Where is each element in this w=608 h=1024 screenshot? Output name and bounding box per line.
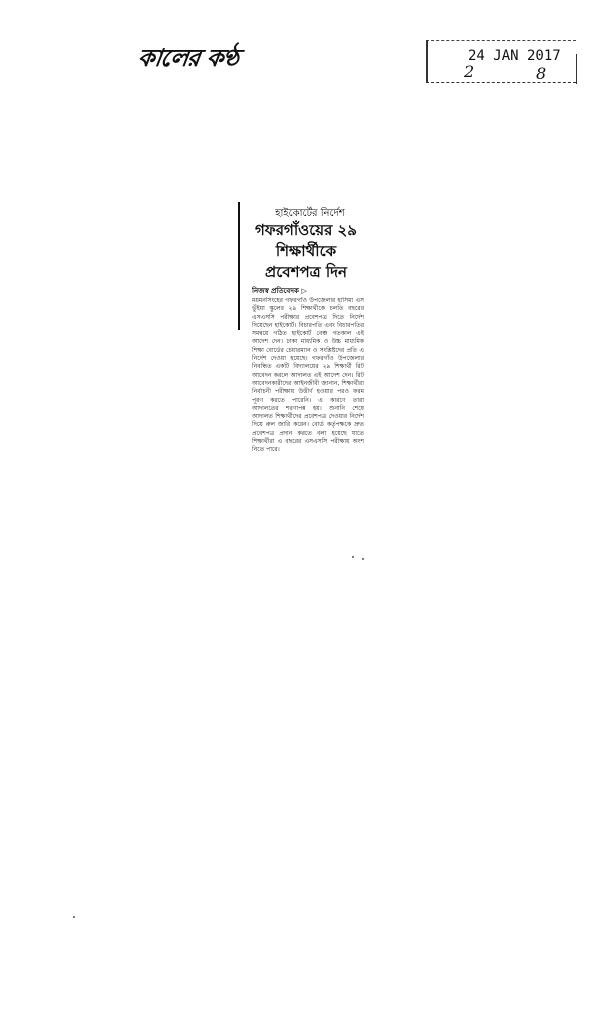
archive-date-stamp: [424, 36, 582, 90]
newspaper-masthead: কালের কণ্ঠ: [135, 43, 241, 72]
article-byline: নিজস্ব প্রতিবেদক ▷: [252, 287, 307, 295]
stamp-handwritten-column: 8: [536, 64, 547, 83]
news-clipping: [238, 200, 370, 530]
scan-speck: [352, 556, 354, 558]
stamp-date: 24 JAN 2017: [468, 48, 561, 64]
scan-speck: [73, 916, 75, 918]
stamp-border-left: [426, 40, 428, 82]
article-kicker: হাইকোর্টের নির্দেশ: [275, 208, 345, 219]
article-headline: গফরগাঁওয়ের ২৯ শিক্ষার্থীকে প্রবেশপত্র দিন: [254, 221, 358, 281]
article-body: ময়মনসিংহের গফরগাঁও উপজেলার হাসিমা এস ভুঁইয়া স্কুলের ২৯ শিক্ষার্থীকে চলতি বছরের এসএসসি পরীক্ষার প্রবেশপত্র দিতে নির্দেশ দিয়েছেন হাইকোর্ট। বিচারপতি এবং বিচারপতির সমন্বয়ে গঠিত হাইকোর্ট বেঞ্চ গতকাল এই আদেশ দেন। ঢাকা মাধ্যমিক ও উচ্চ মাধ্যমিক শিক্ষা বোর্ডের চেয়ারম্যান ও সংশ্লিষ্টদের প্রতি এ নির্দেশ দেওয়া হয়েছে। গফরগাঁও উপজেলার নিবন্ধিত একটি বিদ্যালয়ের ২৯ শিক্ষার্থী রিট আবেদন করলে আদালত এই আদেশ দেন। রিট আবেদনকারীদের আইনজীবী জানান, শিক্ষার্থীরা নির্বাচনী পরীক্ষায় উত্তীর্ণ হওয়ার পরও ফরম পূরণ করতে পারেনি। এ কারণে তারা আদালতের শরণাপন্ন হয়। শুনানি শেষে আদালত শিক্ষার্থীদের প্রবেশপত্র দেওয়ার নির্দেশ দিয়ে রুল জারি করেন। বোর্ড কর্তৃপক্ষকে দ্রুত প্রবেশপত্র প্রদান করতে বলা হয়েছে যাতে শিক্ষার্থীরা এ বছরের এসএসসি পরীক্ষায় অংশ নিতে পারে।: [252, 297, 364, 454]
scan-speck: [362, 558, 364, 560]
clipping-side-rule: [238, 202, 240, 330]
stamp-border-top: [426, 40, 576, 41]
stamp-handwritten-page: 2: [464, 62, 475, 81]
